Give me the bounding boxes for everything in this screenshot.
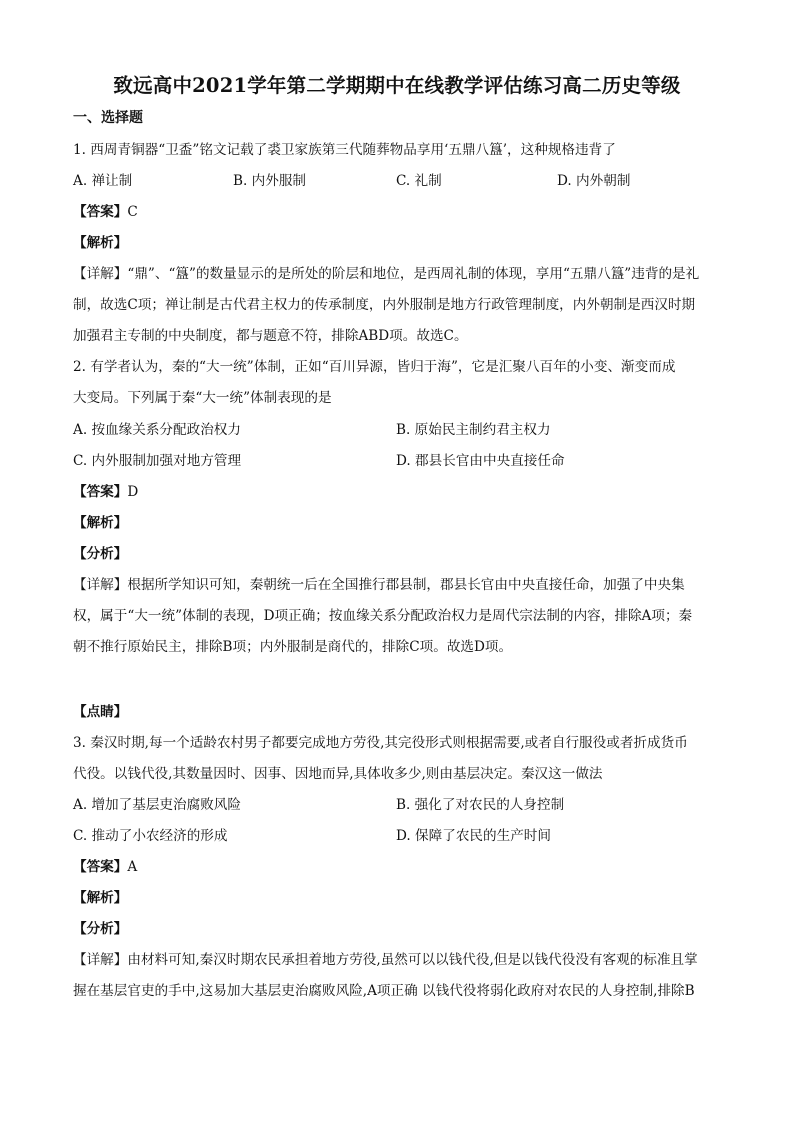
- q2-option-d: D. 郡县长官由中央直接任命: [396, 453, 565, 469]
- q1-option-a: A. 禅让制: [73, 173, 133, 189]
- q1-answer-value: C: [127, 204, 138, 220]
- document-title: 致远高中2021学年第二学期期中在线教学评估练习高二历史等级: [113, 74, 681, 97]
- q2-option-c: C. 内外服制加强对地方管理: [73, 453, 242, 469]
- q1-option-d: D. 内外朝制: [557, 173, 631, 189]
- q2-stem-line-2: 大变局。下列属于秦“大一统”体制表现的是: [73, 390, 332, 406]
- q3-stem-line-2: 代役。以钱代役,其数量因时、因事、因地而异,具体收多少,则由基层决定。秦汉这一做法: [73, 766, 603, 782]
- q2-dianjing-tag: 【点睛】: [73, 704, 128, 720]
- q1-answer-line: [73, 203, 723, 221]
- q2-answer-tag: 【答案】: [73, 484, 128, 500]
- q3-option-b: B. 强化了对农民的人身控制: [396, 797, 565, 813]
- q3-option-d: D. 保障了农民的生产时间: [396, 828, 551, 844]
- q3-detail-line-1: 【详解】由材料可知,秦汉时期农民承担着地方劳役,虽然可以以钱代役,但是以钱代役没有客观的标准且掌: [73, 952, 698, 968]
- q3-answer-tag: 【答案】: [73, 859, 128, 875]
- q3-fenxi-tag: 【分析】: [73, 921, 128, 937]
- q2-option-b: B. 原始民主制约君主权力: [396, 422, 551, 438]
- q3-stem-line-1: 3. 秦汉时期,每一个适龄农村男子都要完成地方劳役,其完役形式则根据需要,或者自行服役或者折成货币: [73, 735, 688, 751]
- q1-option-b: B. 内外服制: [233, 173, 307, 189]
- q3-option-a: A. 增加了基层吏治腐败风险: [73, 797, 241, 813]
- q1-detail-line-3: 加强君主专制的中央制度，都与题意不符，排除ABD项。故选C。: [73, 328, 468, 344]
- q3-answer-value: A: [127, 859, 138, 875]
- section-heading: 一、选择题: [73, 110, 143, 126]
- q2-detail-line-3: 朝不推行原始民主，排除B项；内外服制是商代的，排除C项。故选D项。: [73, 639, 513, 655]
- q1-detail-line-1: 【详解】“鼎”、“簋”的数量显示的是所处的阶层和地位，是西周礼制的体现，享用“五鼎八簋”违背的是礼: [73, 266, 700, 282]
- q2-answer-line: [73, 483, 723, 501]
- q1-option-c: C. 礼制: [396, 173, 442, 189]
- q2-stem-line-1: 2. 有学者认为，秦的“大一统”体制，正如“百川异源，皆归于海”，它是汇聚八百年的小变、渐变而成: [73, 359, 676, 375]
- q3-detail-line-2: 握在基层官吏的手中,这易加大基层吏治腐败风险,A项正确 以钱代役将弱化政府对农民的人身控制,排除B: [73, 983, 695, 999]
- q2-detail-line-1: 【详解】根据所学知识可知，秦朝统一后在全国推行郡县制，郡县长官由中央直接任命，加强了中央集: [73, 577, 685, 593]
- q3-analysis-tag: 【解析】: [73, 890, 128, 906]
- q2-analysis-tag: 【解析】: [73, 515, 128, 531]
- q1-stem: 1. 西周青铜器“卫盉”铭文记载了裘卫家族第三代随葬物品享用‘五鼎八簋’，这种规格违背了: [73, 142, 616, 158]
- q2-fenxi-tag: 【分析】: [73, 546, 128, 562]
- q1-analysis-tag: 【解析】: [73, 235, 128, 251]
- q2-detail-line-2: 权，属于“大一统”体制的表现，D项正确；按血缘关系分配政治权力是周代宗法制的内容，排除A项；秦: [73, 608, 693, 624]
- q1-detail-line-2: 制，故选C项；禅让制是古代君主权力的传承制度，内外服制是地方行政管理制度，内外朝制是西汉时期: [73, 297, 696, 313]
- q2-option-a: A. 按血缘关系分配政治权力: [73, 422, 241, 438]
- q2-answer-value: D: [127, 484, 139, 500]
- q3-option-c: C. 推动了小农经济的形成: [73, 828, 228, 844]
- q3-answer-line: [73, 858, 723, 876]
- q1-answer-tag: 【答案】: [73, 204, 128, 220]
